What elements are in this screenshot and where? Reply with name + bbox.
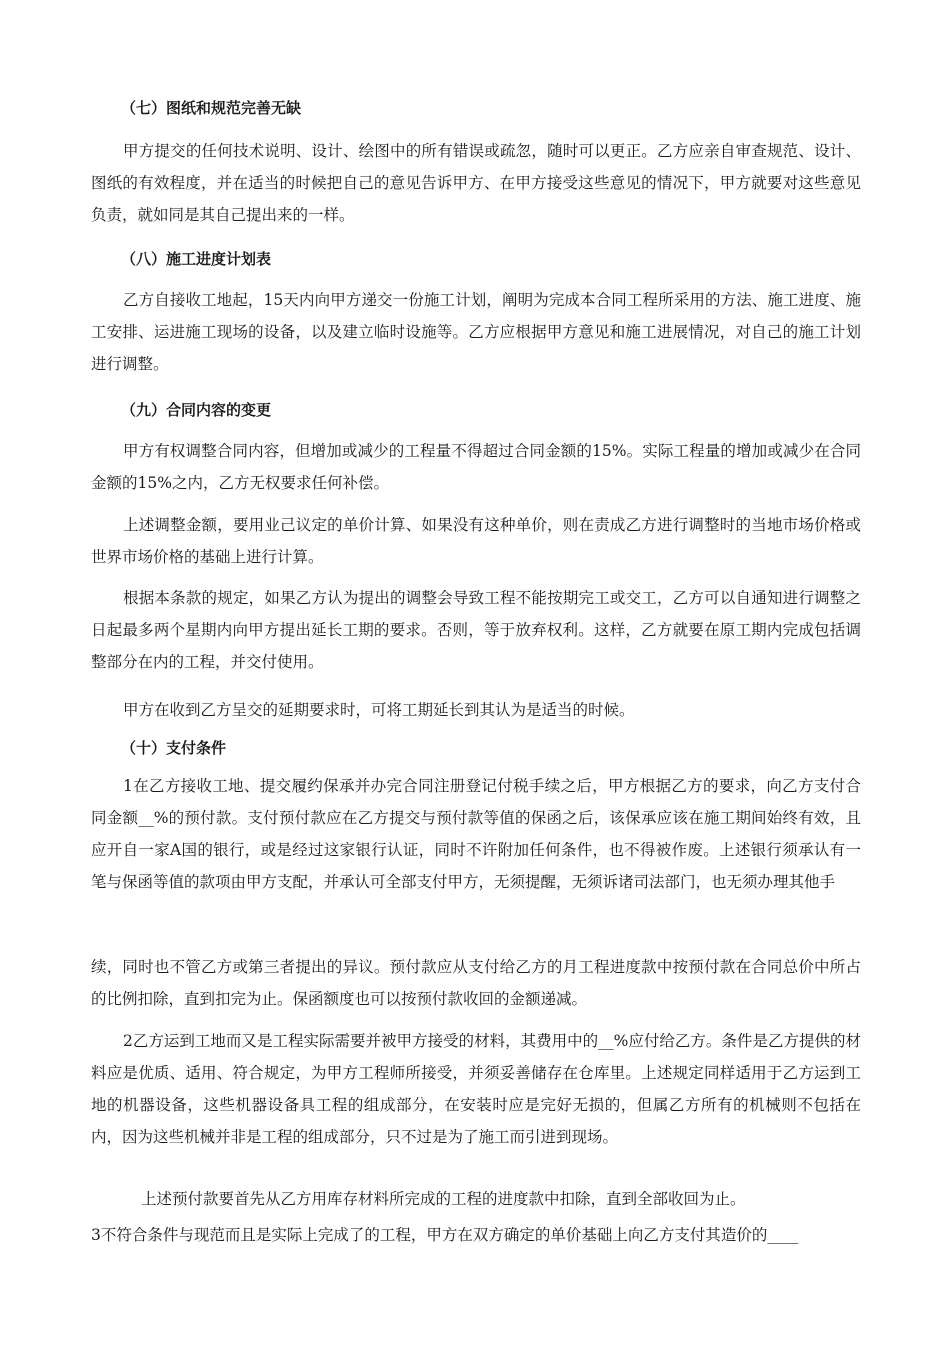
paragraph: 甲方有权调整合同内容，但增加或减少的工程量不得超过合同金额的15%。实际工程量的增加或减少在合同金额的15%之内，乙方无权要求任何补偿。	[91, 442, 861, 492]
paragraph: 1在乙方接收工地、提交履约保承并办完合同注册登记付税手续之后，甲方根据乙方的要求，向乙方支付合同金额__%的预付款。支付预付款应在乙方提交与预付款等值的保函之后，该保承应该在施工期间始终有效，且应开自一家A国的银行，或是经过这家银行认证，同时不许附加任何条件，也不得被作废。上述银行须承认有一笔与保函等值的款项由甲方支配，并承认可全部支付甲方，无须提醒，无须诉诸司法部门，也无须办理其他手	[91, 777, 861, 891]
paragraph: 3不符合条件与现范而且是实际上完成了的工程，甲方在双方确定的单价基础上向乙方支付其造价的____	[91, 1226, 799, 1244]
section-heading-7: （七）图纸和规范完善无缺	[121, 99, 302, 117]
paragraph-continuation: 续，同时也不管乙方或第三者提出的异议。预付款应从支付给乙方的月工程进度款中按预付款在合同总价中所占的比例扣除，直到扣完为止。保函额度也可以按预付款收回的金额递减。	[91, 958, 861, 1008]
paragraph: 根据本条款的规定，如果乙方认为提出的调整会导致工程不能按期完工或交工，乙方可以自通知进行调整之日起最多两个星期内向甲方提出延长工期的要求。否则，等于放弃权利。这样，乙方就要在原工期内完成包括调整部分在内的工程，并交付使用。	[91, 589, 861, 671]
paragraph: 上述预付款要首先从乙方用库存材料所完成的工程的进度款中扣除，直到全部收回为止。	[141, 1190, 746, 1208]
paragraph: 乙方自接收工地起，15天内向甲方递交一份施工计划，阐明为完成本合同工程所采用的方法、施工进度、施工安排、运进施工现场的设备，以及建立临时设施等。乙方应根据甲方意见和施工进展情况，对自己的施工计划进行调整。	[91, 291, 861, 373]
paragraph: 甲方提交的任何技术说明、设计、绘图中的所有错误或疏忽，随时可以更正。乙方应亲自审查规范、设计、图纸的有效程度，并在适当的时候把自己的意见告诉甲方、在甲方接受这些意见的情况下，甲方就要对这些意见负责，就如同是其自己提出来的一样。	[91, 142, 861, 224]
section-heading-9: （九）合同内容的变更	[121, 401, 272, 419]
paragraph: 甲方在收到乙方呈交的延期要求时，可将工期延长到其认为是适当的时候。	[123, 701, 635, 719]
section-heading-8: （八）施工进度计划表	[121, 250, 272, 268]
paragraph: 上述调整金额，要用业己议定的单价计算、如果没有这种单价，则在责成乙方进行调整时的当地市场价格或世界市场价格的基础上进行计算。	[91, 516, 861, 566]
section-heading-10: （十）支付条件	[121, 739, 227, 757]
paragraph: 2乙方运到工地而又是工程实际需要并被甲方接受的材料，其费用中的__%应付给乙方。条件是乙方提供的材料应是优质、适用、符合规定，为甲方工程师所接受，并须妥善储存在仓库里。上述规定同样适用于乙方运到工地的机器设备，这些机器设备具工程的组成部分，在安装时应是完好无损的，但属乙方所有的机械则不包括在内，因为这些机械并非是工程的组成部分，只不过是为了施工而引进到现场。	[91, 1032, 861, 1146]
